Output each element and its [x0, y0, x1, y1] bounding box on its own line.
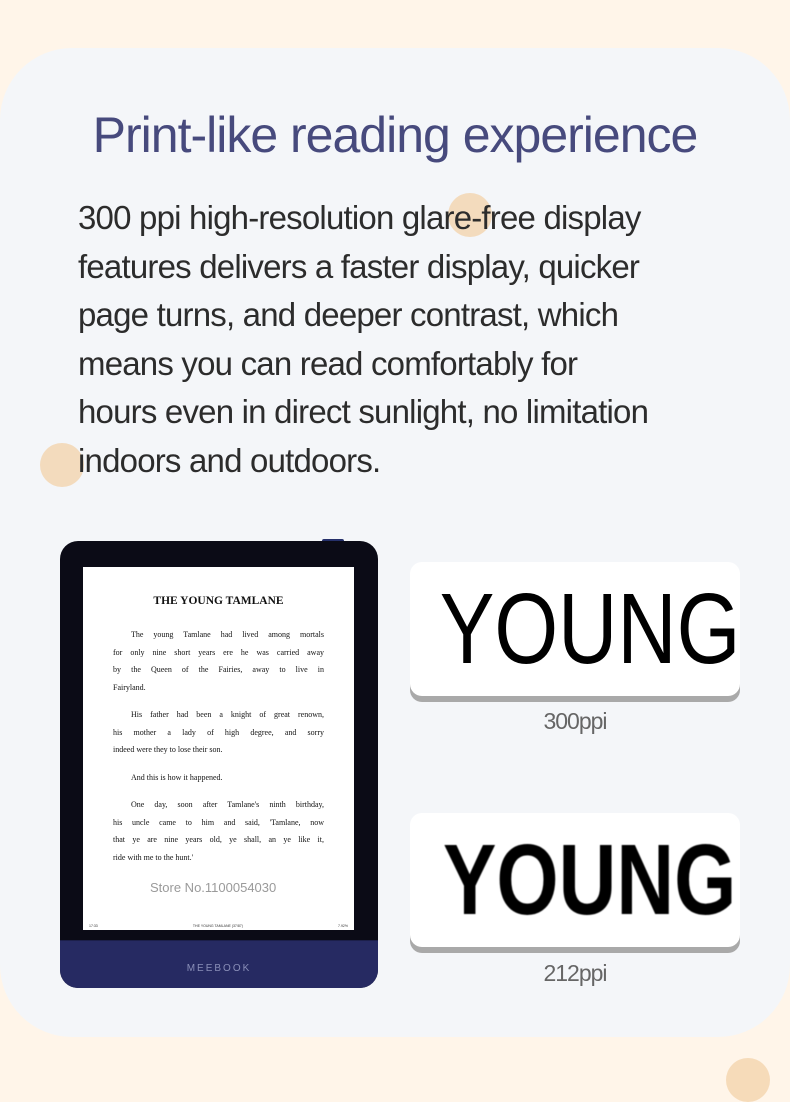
comparison-300ppi — [410, 562, 740, 696]
book-paragraph — [113, 706, 324, 759]
store-watermark: Store No.1100054030 — [150, 880, 277, 895]
text-line: Fairyland. — [113, 682, 146, 692]
text-line: And this is how it happened. — [131, 773, 223, 782]
device-chin — [60, 940, 378, 988]
reader-status-bar — [89, 924, 348, 928]
text-line: The young Tamlane had lived among mortals — [131, 630, 324, 639]
book-paragraph — [113, 796, 324, 866]
text-line: his uncle came to him and said, 'Tamlane, now — [113, 817, 324, 827]
description-line: 300 ppi high-resolution glare-free display — [78, 199, 641, 236]
description-line: indoors and outdoors. — [78, 441, 381, 479]
sample-word: YOUNG — [439, 573, 740, 685]
description-line: page turns, and deeper contrast, which — [78, 296, 619, 333]
status-time: 17:33 — [89, 924, 98, 928]
text-line: his mother a lady of high degree, and sorry — [113, 727, 324, 737]
description-line: means you can read comfortably for — [78, 344, 578, 382]
description-line: features delivers a faster display, quicker — [78, 247, 640, 285]
text-line: One day, soon after Tamlane's ninth birthday, — [131, 800, 324, 809]
book-title: THE YOUNG TAMLANE — [153, 595, 284, 607]
text-line: that ye are nine years old, ye shall, an ye like it, — [113, 835, 324, 844]
ereader-screen — [83, 567, 354, 930]
status-chapter: THE YOUNG TAMLANE (37/87) — [192, 924, 243, 928]
book-paragraph — [113, 769, 324, 787]
comparison-212ppi — [410, 813, 740, 947]
brand-logo: MEEBOOK — [186, 963, 252, 974]
feature-description — [78, 194, 758, 485]
status-progress: 7.92% — [338, 924, 348, 928]
description-line: hours even in direct sunlight, no limitation — [78, 393, 649, 430]
ppi-label: 300ppi — [543, 708, 607, 734]
sample-word: YOUNG — [443, 824, 737, 936]
decorative-dot — [726, 1058, 770, 1102]
ppi-label: 212ppi — [543, 960, 607, 986]
page-title: Print-like reading experience — [92, 107, 698, 163]
book-paragraph — [113, 626, 324, 696]
text-line: ride with me to the hunt.' — [113, 852, 194, 862]
text-line: indeed were they to lose their son. — [113, 745, 223, 754]
text-line: for only nine short years ere he was carried away — [113, 647, 324, 657]
text-line: His father had been a knight of great renown, — [131, 710, 324, 719]
ereader-device — [60, 541, 378, 988]
text-line: by the Queen of the Fairies, away to live in — [113, 665, 324, 674]
